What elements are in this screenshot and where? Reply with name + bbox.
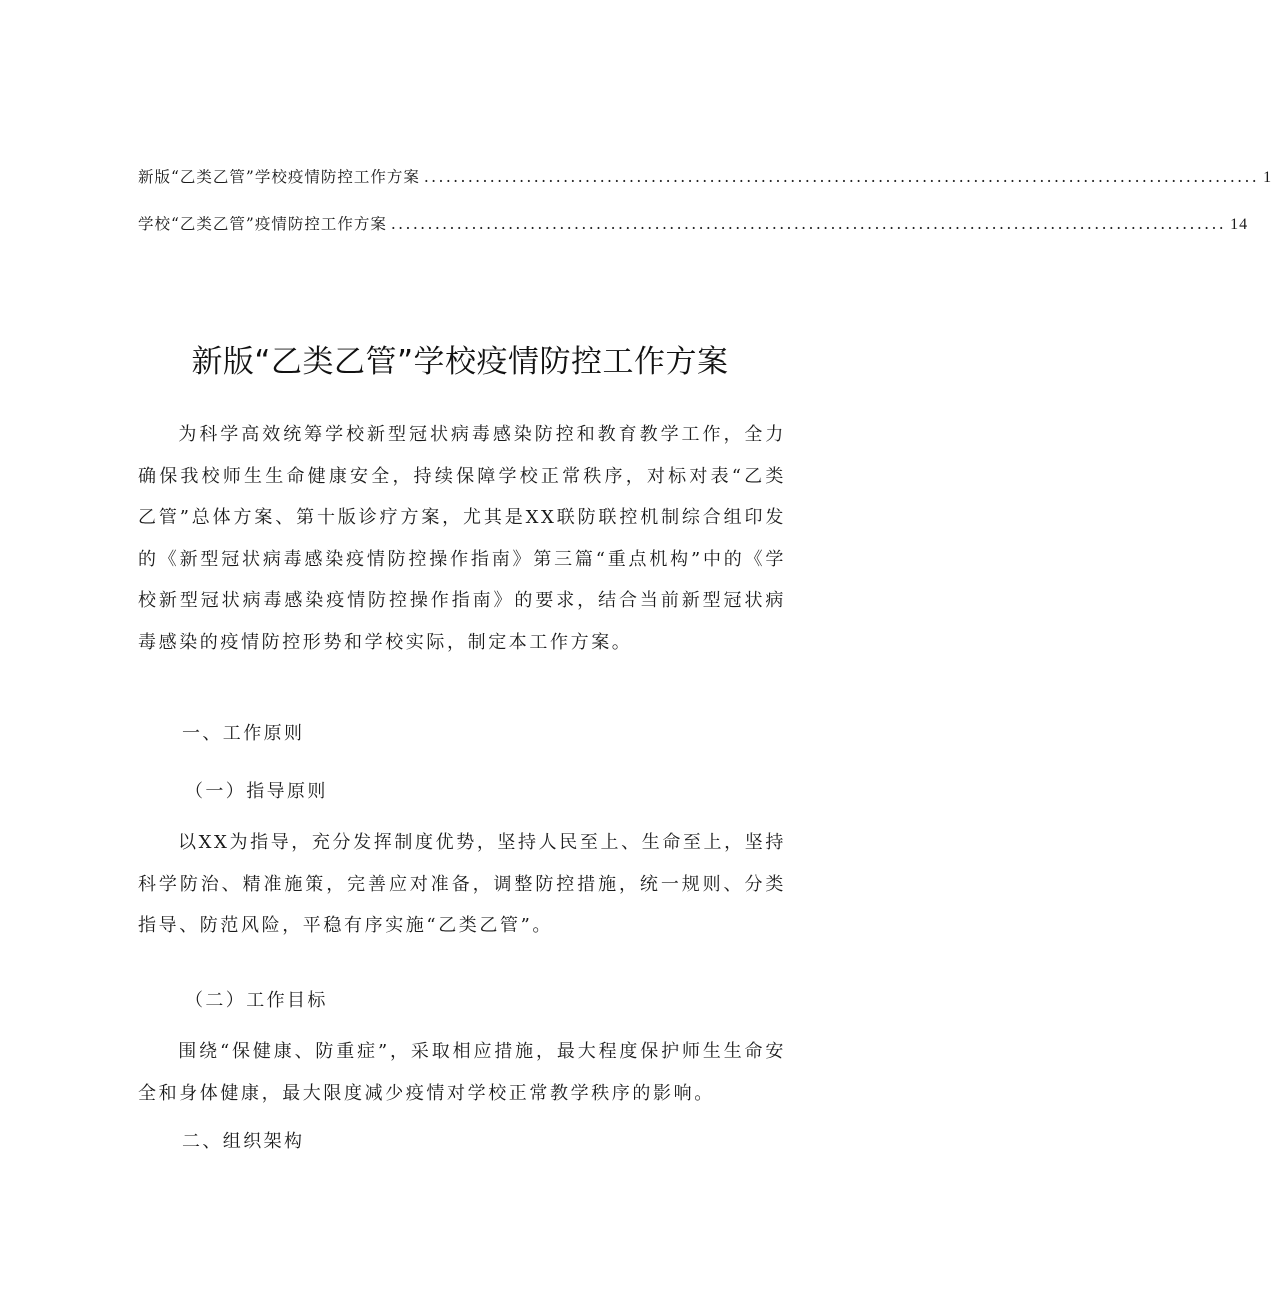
toc-leader-dots: .................................................................................................................. [423,168,1260,186]
goals-text: 围绕“保健康、防重症”，采取相应措施，最大程度保护师生生命安全和身体健康，最大限度减少疫情对学校正常教学秩序的影响。 [138,1041,786,1104]
intro-text: 为科学高效统筹学校新型冠状病毒感染防控和教育教学工作，全力确保我校师生生命健康安全，持续保障学校正常秩序，对标对表“乙类乙管”总体方案、第十版诊疗方案，尤其是XX联防联控机制综合组印发的《新型冠状病毒感染疫情防控操作指南》第三篇“重点机构”中的《学校新型冠状病毒感染疫情防控操作指南》的要求，结合当前新型冠状病毒感染的疫情防控形势和学校实际，制定本工作方案。 [138,424,786,653]
toc-entry[interactable] [138,165,1272,189]
toc-entry[interactable] [138,212,1249,236]
toc-leader-dots: .................................................................................................................. [390,215,1227,233]
page-title: 新版“乙类乙管”学校疫情防控工作方案 [191,344,729,380]
toc-entry-title: 学校“乙类乙管”疫情防控工作方案 [138,215,387,233]
intro-paragraph [138,414,786,663]
guiding-principle-paragraph [138,822,786,947]
toc-entry-page: 14 [1230,216,1249,233]
section-heading-organization: 二、组织架构 [182,1131,305,1152]
guiding-principle-text: 以XX为指导，充分发挥制度优势，坚持人民至上、生命至上，坚持科学防治、精准施策，完善应对准备，调整防控措施，统一规则、分类指导、防范风险，平稳有序实施“乙类乙管”。 [138,832,786,936]
goals-paragraph [138,1031,786,1114]
subsection-heading-guiding: （一）指导原则 [185,781,328,802]
toc-entry-page: 1 [1263,169,1272,186]
section-heading-principles: 一、工作原则 [182,723,305,744]
subsection-heading-goals: （二）工作目标 [185,990,328,1011]
toc-entry-title: 新版“乙类乙管”学校疫情防控工作方案 [138,168,420,186]
